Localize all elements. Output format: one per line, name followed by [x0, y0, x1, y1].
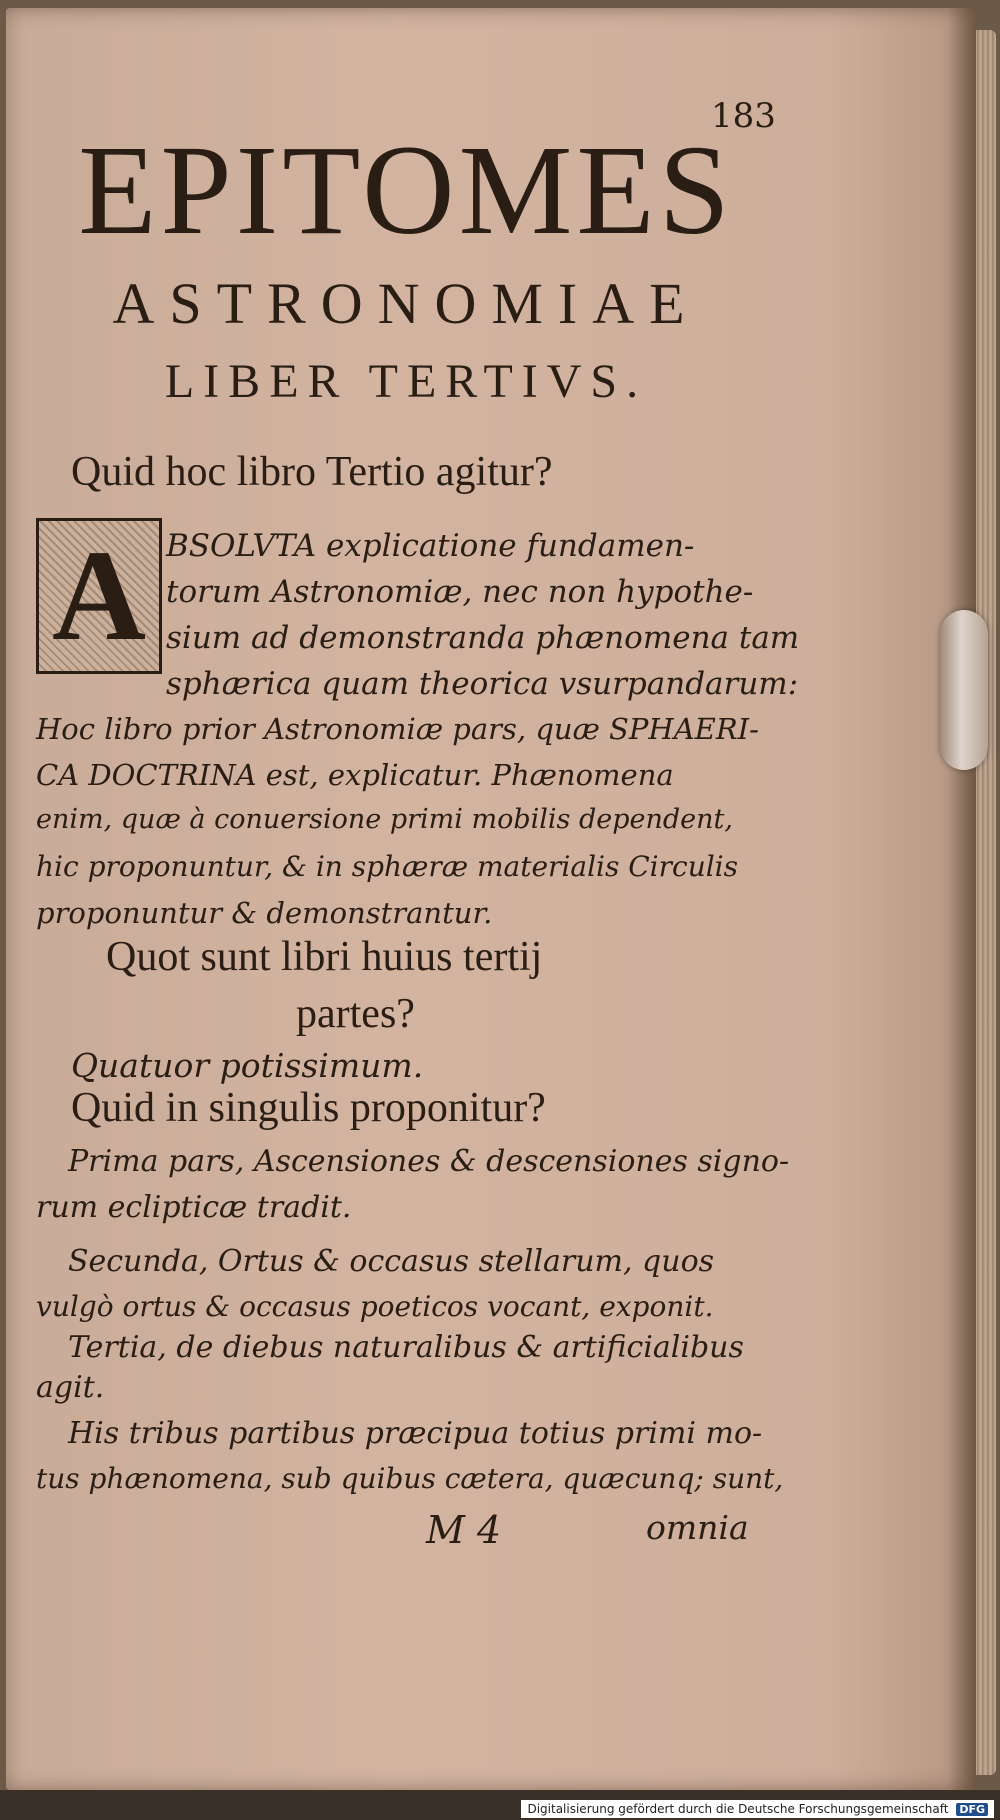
title-astronomiae: ASTRONOMIAE	[112, 271, 700, 336]
answer-2-line-1: Quatuor potissimum.	[71, 1046, 424, 1085]
scan-bottom-band	[0, 1790, 1000, 1820]
answer-1-line-2: torum Astronomiæ, nec non hypothe-	[166, 574, 754, 610]
title-epitomes: EPITOMES	[78, 119, 734, 261]
answer-3-line-1: Prima pars, Ascensiones & descensiones signo-	[68, 1144, 790, 1179]
answer-3-line-4: vulgò ortus & occasus poeticos vocant, exponit.	[36, 1290, 714, 1323]
answer-1-line-4: sphærica quam theorica vsurpandarum:	[166, 666, 799, 702]
answer-1-line-1: BSOLVTA explicatione fundamen-	[166, 528, 695, 564]
answer-3-line-3: Secunda, Ortus & occasus stellarum, quos	[68, 1244, 715, 1279]
drop-cap-letter: A	[52, 524, 146, 668]
answer-1-line-5: Hoc libro prior Astronomiæ pars, quæ SPHAERI-	[36, 712, 759, 746]
credit-text: Digitalisierung gefördert durch die Deutsche Forschungsgemeinschaft	[527, 1802, 949, 1816]
answer-1-line-8: hic proponuntur, & in sphæræ materialis Circulis	[36, 850, 739, 883]
answer-3-line-5: Tertia, de diebus naturalibus & artificialibus	[68, 1330, 744, 1365]
question-2-line-2: partes?	[296, 991, 415, 1037]
answer-1-line-7: enim, quæ à conuersione primi mobilis dependent,	[36, 804, 733, 835]
answer-3-line-6: agit.	[36, 1370, 105, 1405]
question-1: Quid hoc libro Tertio agitur?	[71, 449, 553, 495]
book-page	[6, 8, 976, 1790]
answer-3-line-2: rum eclipticæ tradit.	[36, 1190, 352, 1225]
answer-1-line-3: sium ad demonstranda phænomena tam	[166, 620, 800, 656]
page-number: 183	[711, 96, 776, 136]
answer-1-line-9: proponuntur & demonstrantur.	[36, 896, 493, 930]
catchword: omnia	[646, 1508, 749, 1547]
dfg-logo: DFG	[956, 1803, 988, 1816]
title-liber-tertius: LIBER TERTIVS.	[164, 355, 648, 408]
answer-3-line-8: tus phænomena, sub quibus cætera, quæcunq; sunt,	[36, 1462, 784, 1495]
digitization-credit	[521, 1800, 994, 1818]
answer-1-line-6: CA DOCTRINA est, explicatur. Phænomena	[36, 758, 674, 792]
ornamental-initial	[36, 518, 162, 674]
question-2-line-1: Quot sunt libri huius tertij	[106, 934, 543, 980]
page-clip	[940, 610, 988, 770]
signature-mark: M 4	[426, 1508, 502, 1552]
question-3: Quid in singulis proponitur?	[71, 1085, 546, 1131]
answer-3-line-7: His tribus partibus præcipua totius primi mo-	[68, 1416, 763, 1451]
